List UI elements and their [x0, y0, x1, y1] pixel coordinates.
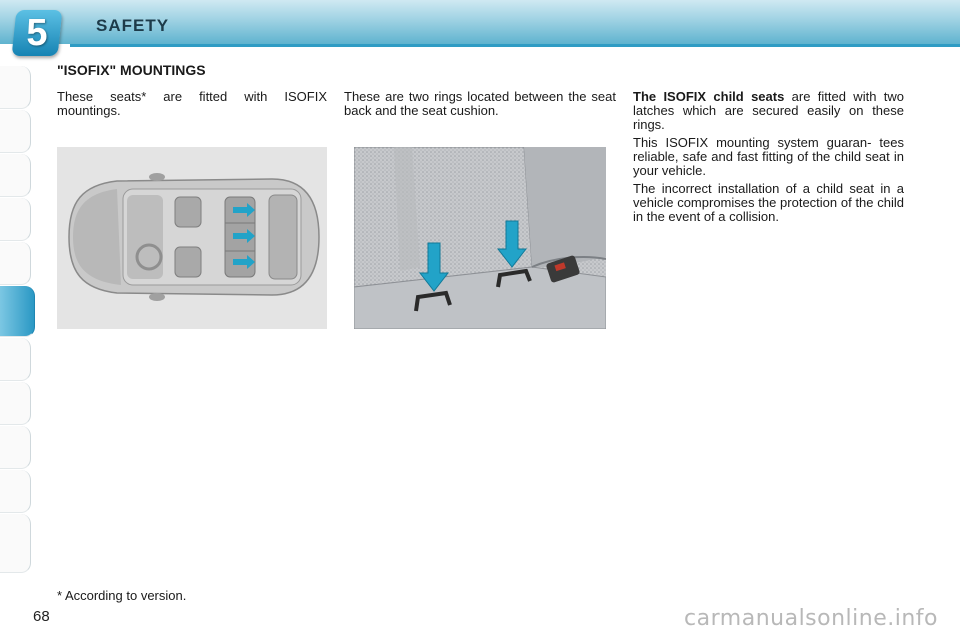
- col3-lead-rest: are fitted with two latches which are secured easily on these rings.: [633, 89, 904, 132]
- column-2-text: [344, 90, 616, 122]
- page-number: 68: [33, 608, 50, 625]
- col3-bold-lead: The ISOFIX child seats: [633, 89, 785, 104]
- chapter-tab-7[interactable]: [0, 338, 31, 381]
- chapter-tab-1[interactable]: [0, 66, 31, 109]
- column-1-text: [57, 90, 327, 122]
- footnote: * According to version.: [57, 588, 187, 603]
- chapter-tab-11[interactable]: [0, 514, 31, 573]
- header-rule: [70, 44, 960, 47]
- column-3-text: [633, 90, 904, 228]
- col3-paragraph-3: The incorrect installation of a child seat in a vehicle compromises the protection of the child in the event of a collision.: [633, 181, 904, 224]
- section-title-header: SAFETY: [96, 16, 170, 35]
- rear-seat-isofix-icon: [354, 147, 606, 329]
- col1-paragraph: These seats* are fitted with ISOFIX mountings.: [57, 89, 327, 118]
- col3-paragraph-1: [633, 90, 904, 132]
- chapter-tab-3[interactable]: [0, 154, 31, 197]
- watermark-text: carmanualsonline.info: [684, 606, 938, 631]
- chapter-tab-2[interactable]: [0, 110, 31, 153]
- car-top-view-icon: [57, 147, 327, 329]
- chapter-tab-rail: [0, 66, 32, 576]
- col3-paragraph-2: This ISOFIX mounting system guaran- tees reliable, safe and fast fitting of the child seat in your vehicle.: [633, 135, 904, 178]
- page-title: "ISOFIX" MOUNTINGS: [57, 62, 206, 78]
- chapter-tab-4[interactable]: [0, 198, 31, 241]
- isofix-rings-figure: [354, 147, 606, 329]
- car-top-view-figure: [57, 147, 327, 329]
- chapter-tab-8[interactable]: [0, 382, 31, 425]
- chapter-tab-9[interactable]: [0, 426, 31, 469]
- chapter-tab-6-active[interactable]: [0, 286, 35, 337]
- chapter-tab-5[interactable]: [0, 242, 31, 285]
- chapter-number: 5: [26, 12, 48, 54]
- col2-paragraph: These are two rings located between the seat back and the seat cushion.: [344, 89, 616, 118]
- chapter-tab-10[interactable]: [0, 470, 31, 513]
